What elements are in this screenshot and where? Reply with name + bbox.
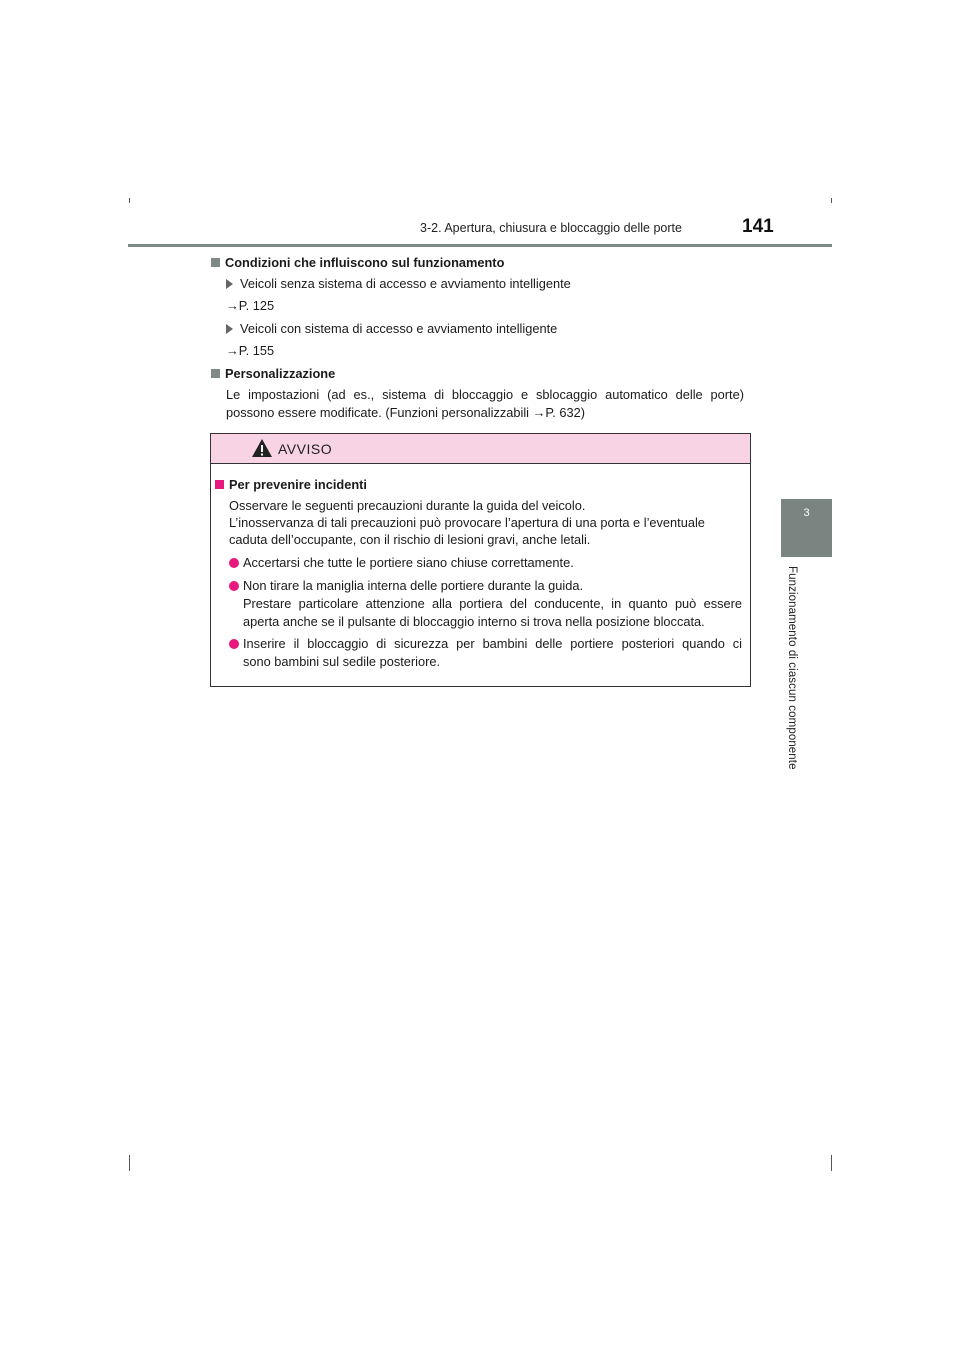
- warning-bullet-2-line-1: Non tirare la maniglia interna delle portiere durante la guida.: [243, 578, 584, 593]
- crop-mark: [831, 1155, 832, 1171]
- ref-arrow-icon: →: [226, 298, 239, 313]
- warning-title: AVVISO: [278, 441, 333, 457]
- conditions-item-1: Veicoli senza sistema di accesso e avviamento intelligente: [240, 276, 571, 291]
- page-number: 141: [742, 216, 774, 237]
- conditions-item-2: Veicoli con sistema di accesso e avviamento intelligente: [240, 321, 558, 336]
- crop-mark: [831, 198, 832, 203]
- section-title: 3-2. Apertura, chiusura e bloccaggio delle porte: [420, 221, 682, 235]
- section-square-icon: [211, 369, 220, 378]
- chapter-label: Funzionamento di ciascun componente: [786, 566, 798, 770]
- bullet-dot-icon: [229, 558, 239, 568]
- warning-intro-1: Osservare le seguenti precauzioni durante la guida del veicolo.: [229, 498, 586, 513]
- warning-intro-3: caduta dell’occupante, con il rischio di lesioni gravi, anche letali.: [229, 532, 591, 547]
- chapter-number: 3: [803, 507, 810, 519]
- arrow-right-icon: [226, 324, 233, 334]
- arrow-right-icon: [226, 279, 233, 289]
- personalization-line-2: possono essere modificate. (Funzioni personalizzabili →P. 632): [226, 405, 585, 420]
- warning-bullet-2-line-2: Prestare particolare attenzione alla portiera del conducente, in quanto può essere: [243, 596, 742, 611]
- crop-mark: [129, 198, 130, 203]
- warning-bullet-1: Accertarsi che tutte le portiere siano chiuse correttamente.: [243, 555, 574, 570]
- crop-mark: [129, 1155, 130, 1171]
- bullet-dot-icon: [229, 639, 239, 649]
- bullet-dot-icon: [229, 581, 239, 591]
- personalization-line-1: Le impostazioni (ad es., sistema di bloccaggio e sblocaggio automatico delle porte): [226, 387, 744, 402]
- section-square-icon: [215, 480, 224, 489]
- ref-arrow-icon: →: [226, 343, 239, 358]
- warning-heading: Per prevenire incidenti: [229, 477, 367, 492]
- warning-triangle-icon: [251, 438, 273, 458]
- conditions-heading: Condizioni che influiscono sul funzionamento: [225, 255, 505, 270]
- warning-intro-2: L’inosservanza di tali precauzioni può provocare l’apertura di una porta e l’eventuale: [229, 515, 705, 530]
- personalization-heading: Personalizzazione: [225, 366, 336, 381]
- warning-bullet-3-line-2: sono bambini sul sedile posteriore.: [243, 654, 441, 669]
- header-rule: [128, 244, 832, 247]
- conditions-ref-2: →P. 155: [226, 343, 275, 358]
- warning-bullet-2-line-3: aperta anche se il pulsante di bloccaggio interno si trova nella posizione bloccata.: [243, 614, 705, 629]
- section-square-icon: [211, 258, 220, 267]
- conditions-ref-1: →P. 125: [226, 298, 275, 313]
- ref-arrow-icon: →: [532, 405, 546, 420]
- warning-bullet-3-line-1: Inserire il bloccaggio di sicurezza per bambini delle portiere posteriori quando ci: [243, 636, 742, 651]
